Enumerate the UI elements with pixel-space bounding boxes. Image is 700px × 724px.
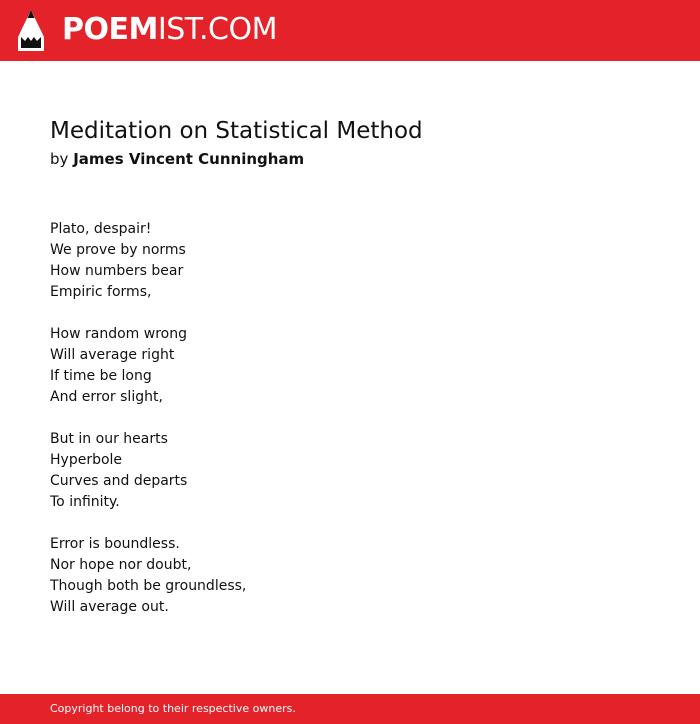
poem-body: [50, 219, 246, 639]
site-header: [0, 0, 700, 61]
poem-line: Nor hope nor doubt,: [50, 557, 192, 573]
stanza: [50, 324, 246, 408]
poem-line: How random wrong: [50, 326, 187, 342]
poem-line: Will average out.: [50, 599, 169, 615]
poem-title: Meditation on Statistical Method: [50, 118, 423, 144]
poem-line: And error slight,: [50, 389, 163, 405]
stanza: [50, 534, 246, 618]
poem-line: Hyperbole: [50, 452, 123, 468]
logo-light-text: IST.COM: [157, 12, 277, 47]
poem-line: To infinity.: [50, 494, 120, 510]
poem-line: How numbers bear: [50, 263, 184, 279]
poem-byline: [50, 148, 304, 170]
poem-line: Curves and departs: [50, 473, 188, 489]
poem-line: Empiric forms,: [50, 284, 152, 300]
poem-line: If time be long: [50, 368, 152, 384]
poem-line: But in our hearts: [50, 431, 168, 447]
copyright-notice: Copyright belong to their respective owners.: [50, 702, 296, 715]
site-logo[interactable]: [62, 12, 277, 48]
poem-line: Error is boundless.: [50, 536, 180, 552]
by-prefix: by: [50, 150, 69, 168]
poem-line: Though both be groundless,: [50, 578, 247, 594]
stanza: [50, 429, 246, 513]
author-name: James Vincent Cunningham: [73, 150, 305, 168]
site-footer: [0, 694, 700, 724]
stanza: [50, 219, 246, 303]
pencil-tip-icon[interactable]: [17, 9, 45, 52]
poem-line: Will average right: [50, 347, 175, 363]
logo-bold-text: POEM: [62, 12, 158, 47]
poem-line: We prove by norms: [50, 242, 186, 258]
poem-line: Plato, despair!: [50, 221, 152, 237]
